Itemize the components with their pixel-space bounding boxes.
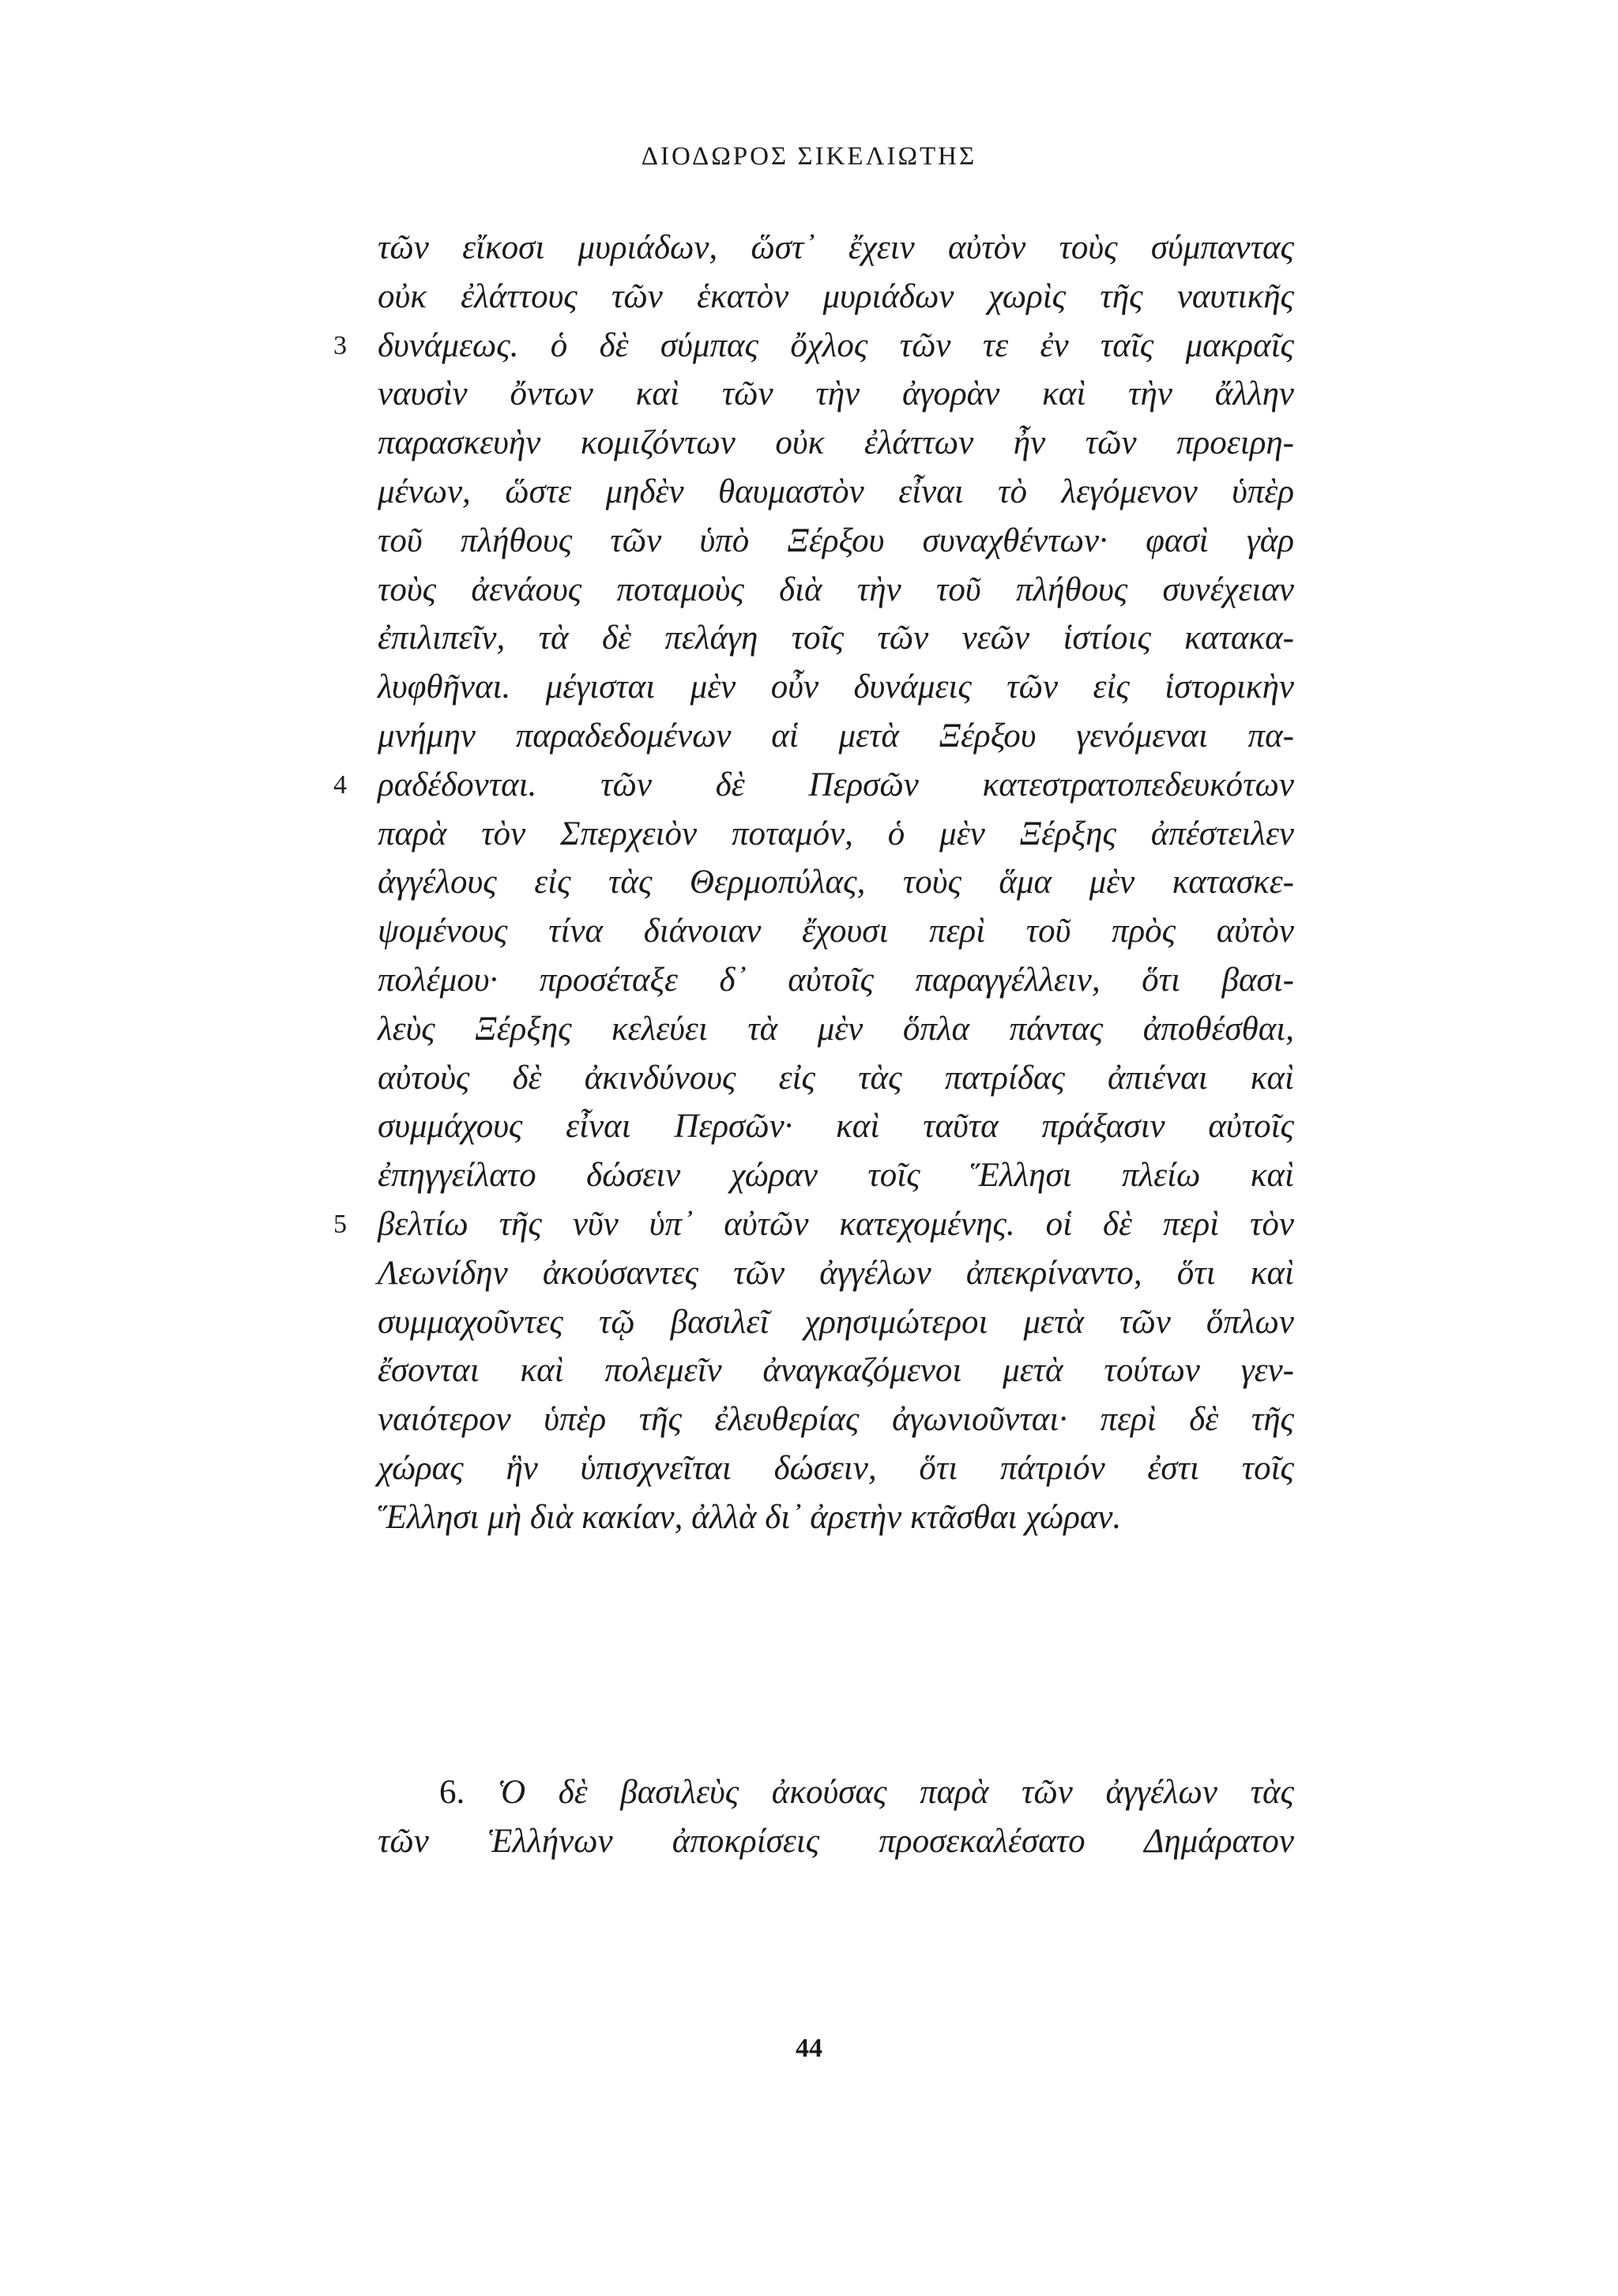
text-line: [378, 1005, 1294, 1054]
text-line: [378, 1151, 1294, 1200]
line-text: ραδέδονται. τῶν δὲ Περσῶν κατεστρατοπεδευκότων: [378, 766, 1294, 804]
text-line: [378, 663, 1294, 712]
line-text: χώρας ἣν ὑπισχνεῖται δώσειν, ὅτι πάτριόν ἐστι τοῖς: [378, 1449, 1294, 1487]
page-number: 44: [796, 2034, 822, 2063]
line-text: Λεωνίδην ἀκούσαντες τῶν ἀγγέλων ἀπεκρίναντο, ὅτι καὶ: [378, 1254, 1294, 1292]
text-line: [378, 858, 1294, 907]
line-text: συμμάχους εἶναι Περσῶν· καὶ ταῦτα πράξασιν αὐτοῖς: [378, 1108, 1294, 1146]
line-text: μνήμην παραδεδομένων αἱ μετὰ Ξέρξου γενόμεναι πα-: [378, 717, 1294, 755]
text-line: [378, 273, 1294, 322]
line-text: Ἕλλησι μὴ διὰ κακίαν, ἀλλὰ δι᾽ ἀρετὴν κτᾶσθαι χώραν.: [378, 1498, 1122, 1536]
chapter-6-paragraph: [378, 1768, 1294, 1866]
text-line: [378, 1768, 1294, 1817]
line-text: παρὰ τὸν Σπερχειὸν ποταμόν, ὁ μὲν Ξέρξης ἀπέστειλεν: [378, 815, 1294, 853]
line-text: μένων, ὥστε μηδὲν θαυμαστὸν εἶναι τὸ λεγόμενον ὑπὲρ: [378, 472, 1294, 510]
text-line: [378, 1395, 1294, 1444]
line-text: τῶν Ἑλλήνων ἀποκρίσεις προσεκαλέσατο Δημάρατον: [378, 1822, 1294, 1860]
text-line: [378, 614, 1294, 663]
line-text: λεὺς Ξέρξης κελεύει τὰ μὲν ὅπλα πάντας ἀποθέσθαι,: [378, 1010, 1294, 1048]
text-line: [378, 1444, 1294, 1493]
line-text: τῶν εἴκοσι μυριάδων, ὥστ᾽ ἔχειν αὐτὸν τοὺς σύμπαντας: [378, 229, 1294, 266]
line-text: βελτίω τῆς νῦν ὑπ᾽ αὐτῶν κατεχομένης. οἱ δὲ περὶ τὸν: [378, 1205, 1294, 1243]
line-text: ψομένους τίνα διάνοιαν ἔχουσι περὶ τοῦ πρὸς αὐτὸν: [378, 913, 1294, 950]
text-line: [378, 1817, 1294, 1866]
line-text: τοῦ πλήθους τῶν ὑπὸ Ξέρξου συναχθέντων· φασὶ γὰρ: [378, 521, 1294, 559]
text-line: [378, 419, 1294, 468]
line-text: αὐτοὺς δὲ ἀκινδύνους εἰς τὰς πατρίδας ἀπιέναι καὶ: [378, 1059, 1294, 1097]
text-line: [378, 224, 1294, 273]
line-text: Ὁ δὲ βασιλεὺς ἀκούσας παρὰ τῶν ἀγγέλων τὰς: [497, 1774, 1294, 1811]
line-text: λυφθῆναι. μέγισται μὲν οὖν δυνάμεις τῶν εἰς ἱστορικὴν: [378, 668, 1294, 706]
main-text-block: [333, 224, 1294, 1542]
text-line: [378, 810, 1294, 859]
line-text: ναιότερον ὑπὲρ τῆς ἐλευθερίας ἀγωνιοῦνται· περὶ δὲ τῆς: [378, 1401, 1294, 1439]
text-line: [378, 566, 1294, 615]
line-text: δυνάμεως. ὁ δὲ σύμπας ὄχλος τῶν τε ἐν ταῖς μακραῖς: [378, 326, 1294, 364]
text-line: [378, 1054, 1294, 1103]
line-text: τοὺς ἀενάους ποταμοὺς διὰ τὴν τοῦ πλήθους συνέχειαν: [378, 570, 1294, 608]
running-head: ΔΙΟΔΩΡΟΣ ΣΙΚΕΛΙΩΤΗΣ: [641, 142, 977, 171]
text-line: [378, 1249, 1294, 1298]
text-line: [333, 761, 1294, 810]
section-number: 5: [333, 1209, 347, 1239]
text-line: [378, 956, 1294, 1005]
text-line: [333, 1200, 1294, 1249]
text-line: [378, 1102, 1294, 1151]
text-line: [378, 517, 1294, 566]
section-number: 3: [333, 330, 347, 360]
line-text: ἐπιλιπεῖν, τὰ δὲ πελάγη τοῖς τῶν νεῶν ἱστίοις κατακα-: [378, 619, 1294, 657]
text-line: [378, 1346, 1294, 1395]
line-text: ἀγγέλους εἰς τὰς Θερμοπύλας, τοὺς ἅμα μὲν κατασκε-: [378, 864, 1294, 901]
line-text: ἔσονται καὶ πολεμεῖν ἀναγκαζόμενοι μετὰ τούτων γεν-: [378, 1352, 1294, 1390]
text-line: [378, 468, 1294, 517]
text-line: [378, 712, 1294, 761]
line-text: πολέμου· προσέταξε δ᾽ αὐτοῖς παραγγέλλειν, ὅτι βασι-: [378, 961, 1294, 999]
line-text: οὐκ ἐλάττους τῶν ἑκατὸν μυριάδων χωρὶς τῆς ναυτικῆς: [378, 277, 1294, 315]
line-text: ναυσὶν ὄντων καὶ τῶν τὴν ἀγορὰν καὶ τὴν ἄλλην: [378, 375, 1294, 413]
text-line: [378, 370, 1294, 419]
text-line: [378, 1493, 1294, 1542]
section-number: 4: [333, 770, 347, 800]
line-text: συμμαχοῦντες τῷ βασιλεῖ χρησιμώτεροι μετὰ τῶν ὅπλων: [378, 1303, 1294, 1341]
line-text: παρασκευὴν κομιζόντων οὐκ ἐλάττων ἦν τῶν προειρη-: [378, 424, 1294, 462]
text-line: [378, 907, 1294, 956]
chapter-number: 6.: [439, 1774, 465, 1811]
text-line: [378, 1298, 1294, 1347]
line-text: ἐπηγγείλατο δώσειν χώραν τοῖς Ἕλλησι πλείω καὶ: [378, 1157, 1294, 1195]
text-line: [333, 322, 1294, 371]
